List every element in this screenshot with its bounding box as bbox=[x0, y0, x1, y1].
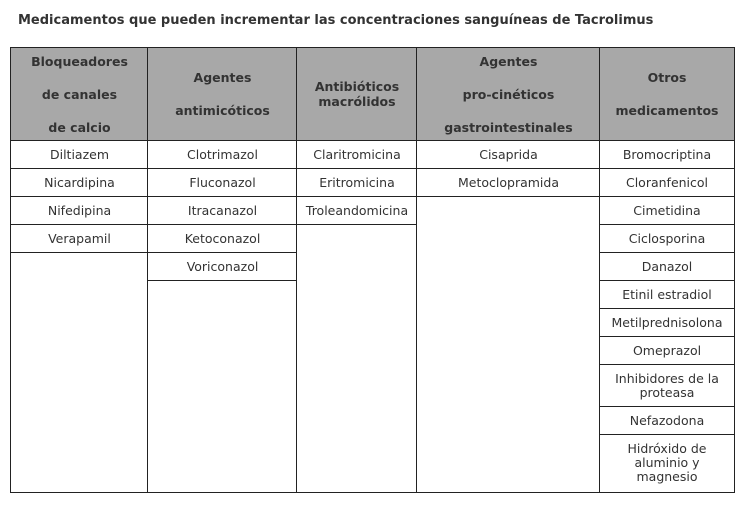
table-cell: Inhibidores de la proteasa bbox=[600, 365, 734, 407]
header-line: de calcio bbox=[48, 119, 111, 135]
column-antifungal-agents bbox=[147, 47, 297, 493]
table-cell: Nifedipina bbox=[11, 197, 148, 225]
table-cell: Ciclosporina bbox=[600, 225, 734, 253]
table-cell: Troleandomicina bbox=[297, 197, 417, 225]
table-cell: Fluconazol bbox=[148, 169, 297, 197]
header-line: de canales bbox=[41, 86, 118, 102]
table-cell: Nefazodona bbox=[600, 407, 734, 435]
column-header bbox=[417, 47, 600, 141]
table-cell: Metoclopramida bbox=[417, 169, 600, 197]
header-line: antimicóticos bbox=[175, 103, 270, 118]
table-cell: Cloranfenicol bbox=[600, 169, 734, 197]
column-header bbox=[297, 47, 417, 141]
header-line: Bloqueadores bbox=[31, 53, 128, 69]
table-cell: Claritromicina bbox=[297, 141, 417, 169]
page-title: Medicamentos que pueden incrementar las concentraciones sanguíneas de Tacrolimus bbox=[18, 13, 654, 28]
header-line: Otros bbox=[647, 70, 687, 85]
table-cell: Hidróxido de aluminio y magnesio bbox=[627, 441, 707, 484]
column-header bbox=[148, 47, 297, 141]
table-cell: Voriconazol bbox=[148, 253, 297, 281]
table-cell: Nicardipina bbox=[11, 169, 148, 197]
column-gi-prokinetic-agents bbox=[416, 47, 600, 493]
table-cell: Etinil estradiol bbox=[600, 281, 734, 309]
header-line: macrólidos bbox=[318, 94, 396, 109]
column-header bbox=[11, 47, 148, 141]
table-cell: Cimetidina bbox=[600, 197, 734, 225]
table-cell: Omeprazol bbox=[600, 337, 734, 365]
header-line: Antibióticos bbox=[314, 79, 400, 94]
table-cell: Diltiazem bbox=[11, 141, 148, 169]
table-cell: Cisaprida bbox=[417, 141, 600, 169]
table-cell: Clotrimazol bbox=[148, 141, 297, 169]
table-cell: Danazol bbox=[600, 253, 734, 281]
table-cell: Metilprednisolona bbox=[600, 309, 734, 337]
header-line: Agentes bbox=[479, 53, 538, 69]
header-line: Agentes bbox=[193, 70, 252, 85]
table-cell: Itracanazol bbox=[148, 197, 297, 225]
table-cell: Ketoconazol bbox=[148, 225, 297, 253]
table-cell: Eritromicina bbox=[297, 169, 417, 197]
table-cell: Bromocriptina bbox=[600, 141, 734, 169]
header-line: medicamentos bbox=[615, 103, 719, 118]
table-cell: Verapamil bbox=[11, 225, 148, 253]
header-line: pro-cinéticos bbox=[462, 86, 555, 102]
column-calcium-channel-blockers bbox=[10, 47, 148, 493]
column-other-medications bbox=[599, 47, 735, 493]
column-header bbox=[600, 47, 734, 141]
drug-table bbox=[10, 47, 734, 493]
header-line: gastrointestinales bbox=[444, 119, 573, 135]
column-macrolide-antibiotics bbox=[296, 47, 417, 493]
